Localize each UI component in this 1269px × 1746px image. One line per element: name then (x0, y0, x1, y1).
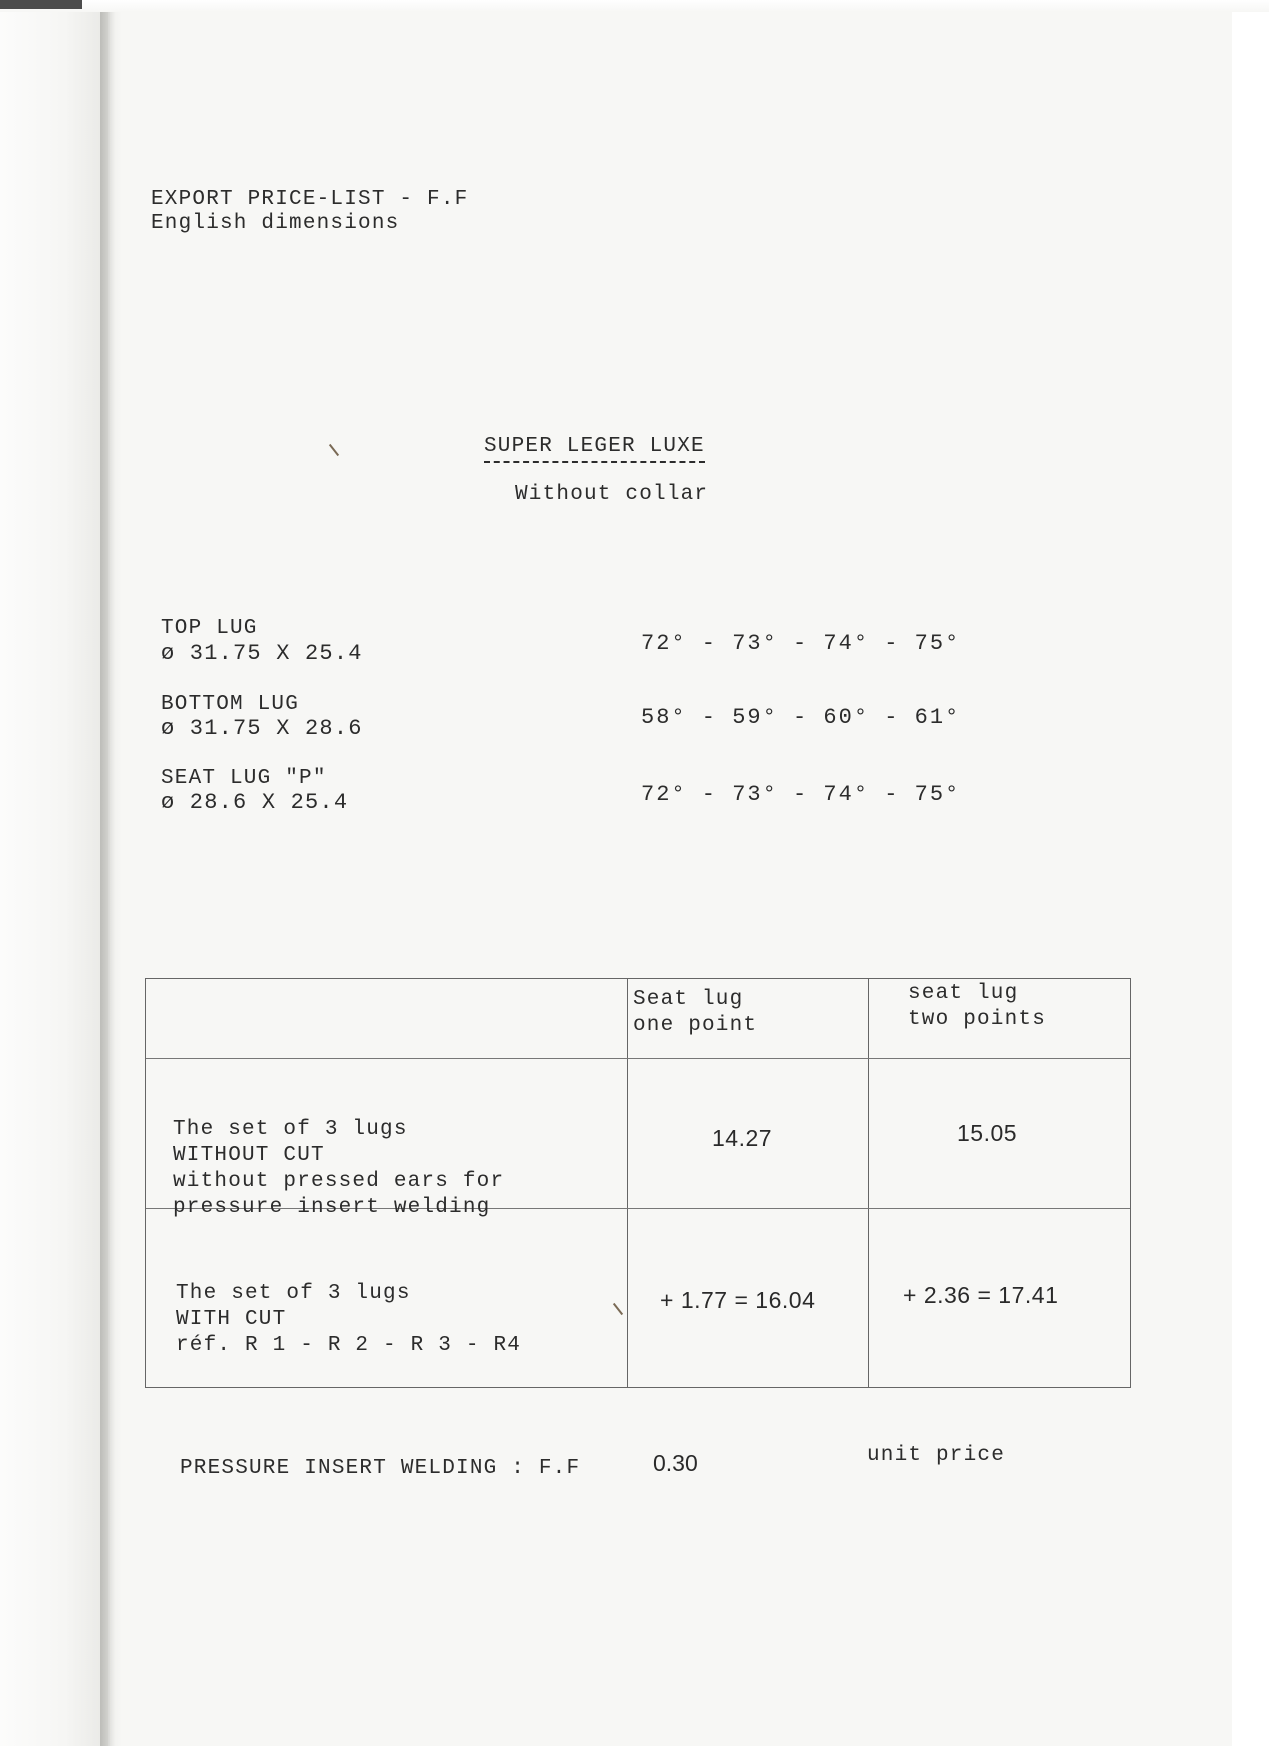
welding-price: 0.30 (653, 1450, 698, 1476)
scan-top-edge (0, 0, 1269, 12)
price-with-cut-two-points: + 2.36 = 17.41 (903, 1282, 1059, 1308)
binding-shadow (100, 0, 122, 1746)
column-header-one-point: Seat lug one point (633, 988, 758, 1037)
table-column-divider (868, 979, 869, 1387)
price-with-cut-one-point: + 1.77 = 16.04 (660, 1287, 816, 1313)
product-title: SUPER LEGER LUXE (484, 434, 705, 463)
product-variant: Without collar (515, 483, 709, 506)
lug-dimensions-seat: ø 28.6 X 25.4 (161, 790, 349, 815)
lug-name-top: TOP LUG (161, 617, 258, 640)
unit-price-note: unit price (867, 1444, 1006, 1467)
scan-corner-mark (0, 0, 82, 9)
price-without-cut-one-point: 14.27 (712, 1125, 773, 1151)
price-table (145, 978, 1131, 1388)
lug-dimensions-bottom: ø 31.75 X 28.6 (161, 716, 363, 741)
binding-margin (0, 0, 108, 1746)
price-without-cut-two-points: 15.05 (957, 1120, 1018, 1146)
document-page (110, 0, 1232, 1746)
lug-angles-top: 72° - 73° - 74° - 75° (641, 631, 961, 656)
table-column-divider (627, 979, 628, 1387)
lug-name-seat: SEAT LUG "P" (161, 767, 327, 790)
document-subtitle: English dimensions (151, 212, 400, 235)
document-title: EXPORT PRICE-LIST - F.F (151, 188, 469, 211)
row-label-without-cut: The set of 3 lugs WITHOUT CUT without pressed ears for pressure insert welding (173, 1118, 505, 1219)
table-row-divider (146, 1058, 1130, 1059)
column-header-two-points: seat lug two points (908, 982, 1047, 1031)
welding-label: PRESSURE INSERT WELDING : F.F (180, 1457, 581, 1480)
lug-angles-seat: 72° - 73° - 74° - 75° (641, 782, 961, 807)
row-label-with-cut: The set of 3 lugs WITH CUT réf. R 1 - R 2 - R 3 - R4 (176, 1282, 522, 1357)
scan-edge (1232, 0, 1269, 1746)
lug-angles-bottom: 58° - 59° - 60° - 61° (641, 705, 961, 730)
lug-name-bottom: BOTTOM LUG (161, 693, 300, 716)
lug-dimensions-top: ø 31.75 X 25.4 (161, 641, 363, 666)
